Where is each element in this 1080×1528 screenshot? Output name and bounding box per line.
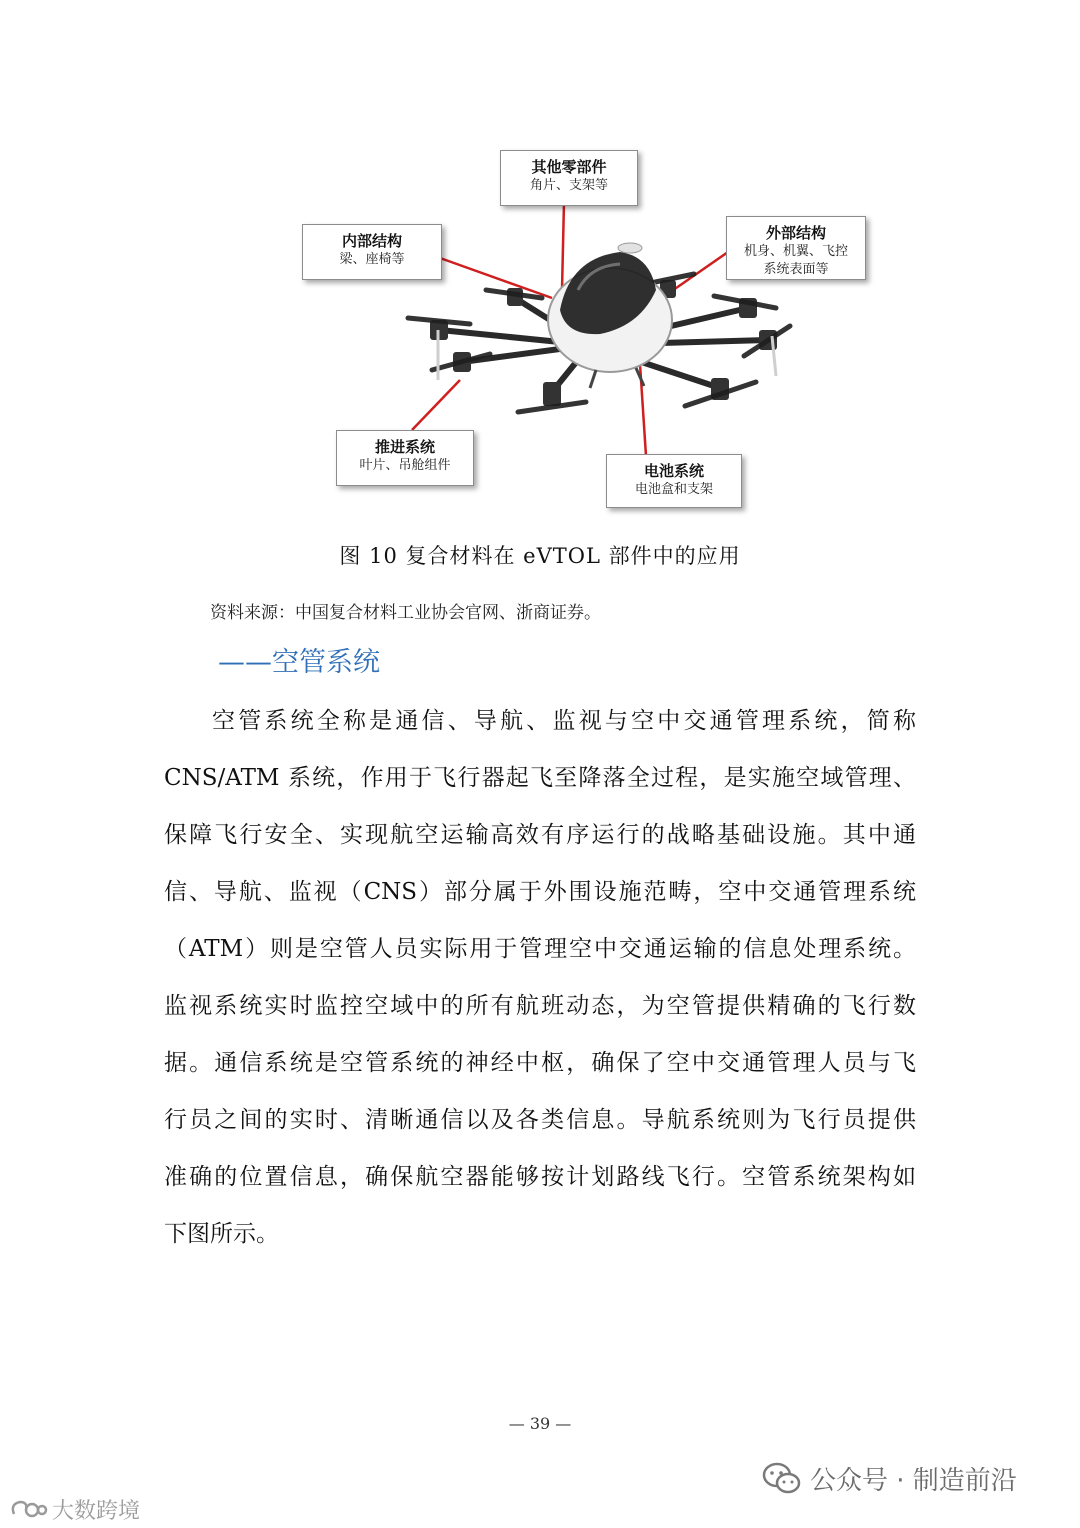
paragraph-line: 准确的位置信息，确保航空器能够按计划路线飞行。空管系统架构如 — [164, 1164, 916, 1190]
figure-source: 资料来源：中国复合材料工业协会官网、浙商证券。 — [210, 603, 601, 623]
wechat-icon — [762, 1462, 802, 1496]
section-heading: ——空管系统 — [218, 647, 380, 678]
paragraph-line: 空管系统全称是通信、导航、监视与空中交通管理系统，简称 — [212, 708, 916, 734]
callout-title: 电池系统 — [643, 462, 704, 480]
page-number: — 39 — — [508, 1414, 572, 1433]
callout-subtitle: 梁、座椅等 — [339, 252, 405, 267]
callout-subtitle-2: 系统表面等 — [763, 262, 829, 277]
callout-title: 其他零部件 — [531, 158, 607, 176]
callout-internal-structure — [302, 224, 442, 280]
body-paragraph — [164, 693, 916, 1263]
paragraph-line: 保障飞行安全、实现航空运输高效有序运行的战略基础设施。其中通 — [164, 822, 916, 848]
brand-logo-icon — [8, 1498, 48, 1522]
paragraph-line: CNS/ATM 系统，作用于飞行器起飞至降落全过程，是实施空域管理、 — [164, 765, 916, 791]
paragraph-line: 信、导航、监视（CNS）部分属于外围设施范畴，空中交通管理系统 — [164, 879, 916, 905]
callout-battery-system — [606, 454, 742, 508]
paragraph-line: （ATM）则是空管人员实际用于管理空中交通运输的信息处理系统。 — [164, 936, 916, 962]
callout-title: 内部结构 — [341, 232, 402, 250]
callout-title: 外部结构 — [765, 224, 826, 242]
callout-external-structure — [726, 216, 866, 280]
site-watermark — [8, 1494, 140, 1525]
callout-title: 推进系统 — [374, 438, 435, 456]
wechat-watermark — [762, 1460, 1017, 1497]
callout-propulsion-system — [336, 430, 474, 486]
watermark-text: 大数跨境 — [52, 1499, 141, 1524]
paragraph-line: 下图所示。 — [164, 1221, 279, 1247]
watermark-text: 公众号 · 制造前沿 — [810, 1466, 1017, 1496]
callout-subtitle: 电池盒和支架 — [634, 482, 713, 497]
callout-subtitle: 机身、机翼、飞控 — [743, 244, 848, 259]
callout-subtitle: 角片、支架等 — [529, 178, 608, 193]
evtol-figure — [290, 140, 880, 520]
paragraph-line: 监视系统实时监控空域中的所有航班动态，为空管提供精确的飞行数 — [164, 993, 916, 1019]
paragraph-line: 据。通信系统是空管系统的神经中枢，确保了空中交通管理人员与飞 — [164, 1050, 916, 1076]
paragraph-line: 行员之间的实时、清晰通信以及各类信息。导航系统则为飞行员提供 — [164, 1107, 916, 1133]
callout-other-parts — [500, 150, 638, 206]
figure-caption: 图 10 复合材料在 eVTOL 部件中的应用 — [339, 544, 741, 568]
callout-subtitle: 叶片、吊舱组件 — [359, 458, 451, 473]
